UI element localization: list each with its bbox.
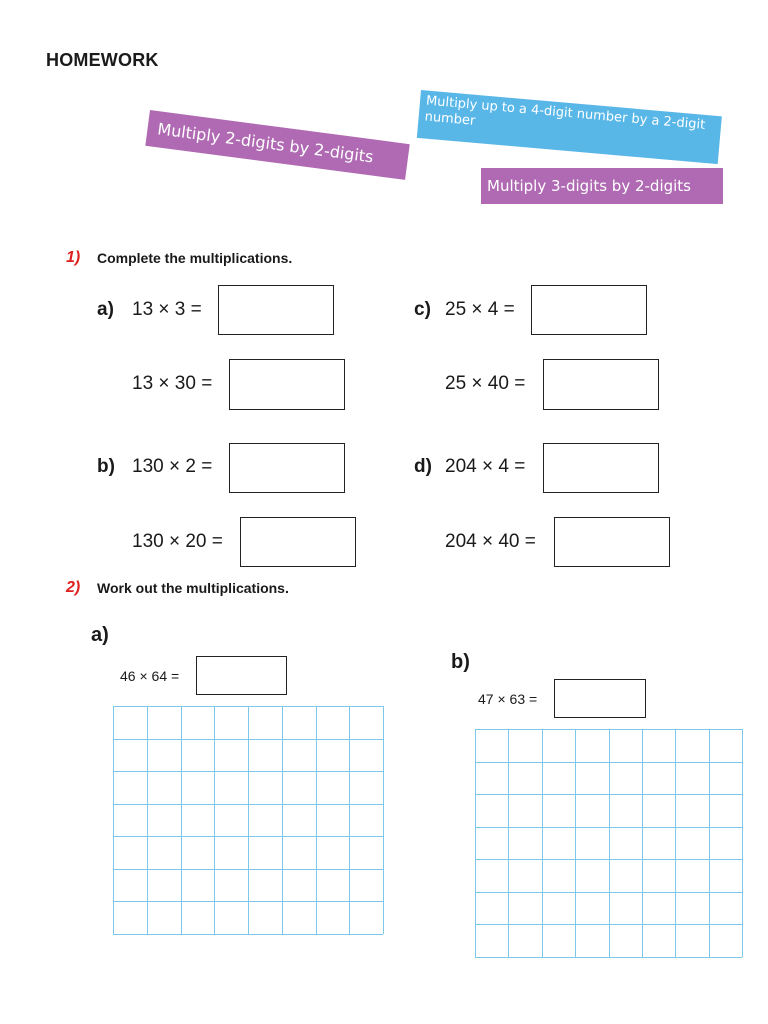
equation-b2: 130 × 20 =: [132, 531, 223, 552]
equation-c2: 25 × 40 =: [445, 373, 526, 394]
banner-multiply-3-by-2: Multiply 3-digits by 2-digits: [481, 168, 723, 204]
banner-multiply-2-by-2: Multiply 2-digits by 2-digits: [145, 110, 409, 180]
part-a-label: a): [97, 299, 114, 320]
question-1-number: 1): [66, 249, 81, 266]
equation-c1: 25 × 4 =: [445, 299, 515, 320]
part-2a-label: a): [91, 624, 109, 646]
answer-box-c1[interactable]: [531, 285, 647, 335]
part-c-label: c): [414, 299, 431, 320]
question-2-number: 2): [66, 579, 81, 596]
equation-a1: 13 × 3 =: [132, 299, 202, 320]
question-1-text: Complete the multiplications.: [97, 250, 293, 266]
equation-d2: 204 × 40 =: [445, 531, 536, 552]
answer-box-a2[interactable]: [229, 359, 345, 410]
equation-d1: 204 × 4 =: [445, 456, 526, 477]
answer-box-b1[interactable]: [229, 443, 345, 493]
answer-box-2a[interactable]: [196, 656, 287, 695]
answer-box-d2[interactable]: [554, 517, 670, 567]
answer-box-b2[interactable]: [240, 517, 356, 567]
page-title: HOMEWORK: [46, 50, 159, 70]
equation-2b: 47 × 63 =: [478, 691, 538, 707]
working-grid-a[interactable]: [113, 706, 384, 935]
equation-a2: 13 × 30 =: [132, 373, 213, 394]
answer-box-d1[interactable]: [543, 443, 659, 493]
part-b-label: b): [97, 456, 115, 477]
equation-b1: 130 × 2 =: [132, 456, 213, 477]
answer-box-c2[interactable]: [543, 359, 659, 410]
working-grid-b[interactable]: [475, 729, 743, 958]
banner-multiply-4-by-2: Multiply up to a 4-digit number by a 2-digit number: [417, 90, 722, 164]
question-2-text: Work out the multiplications.: [97, 580, 289, 596]
part-2b-label: b): [451, 651, 470, 673]
part-d-label: d): [414, 456, 432, 477]
answer-box-a1[interactable]: [218, 285, 334, 335]
answer-box-2b[interactable]: [554, 679, 646, 718]
equation-2a: 46 × 64 =: [120, 668, 180, 684]
